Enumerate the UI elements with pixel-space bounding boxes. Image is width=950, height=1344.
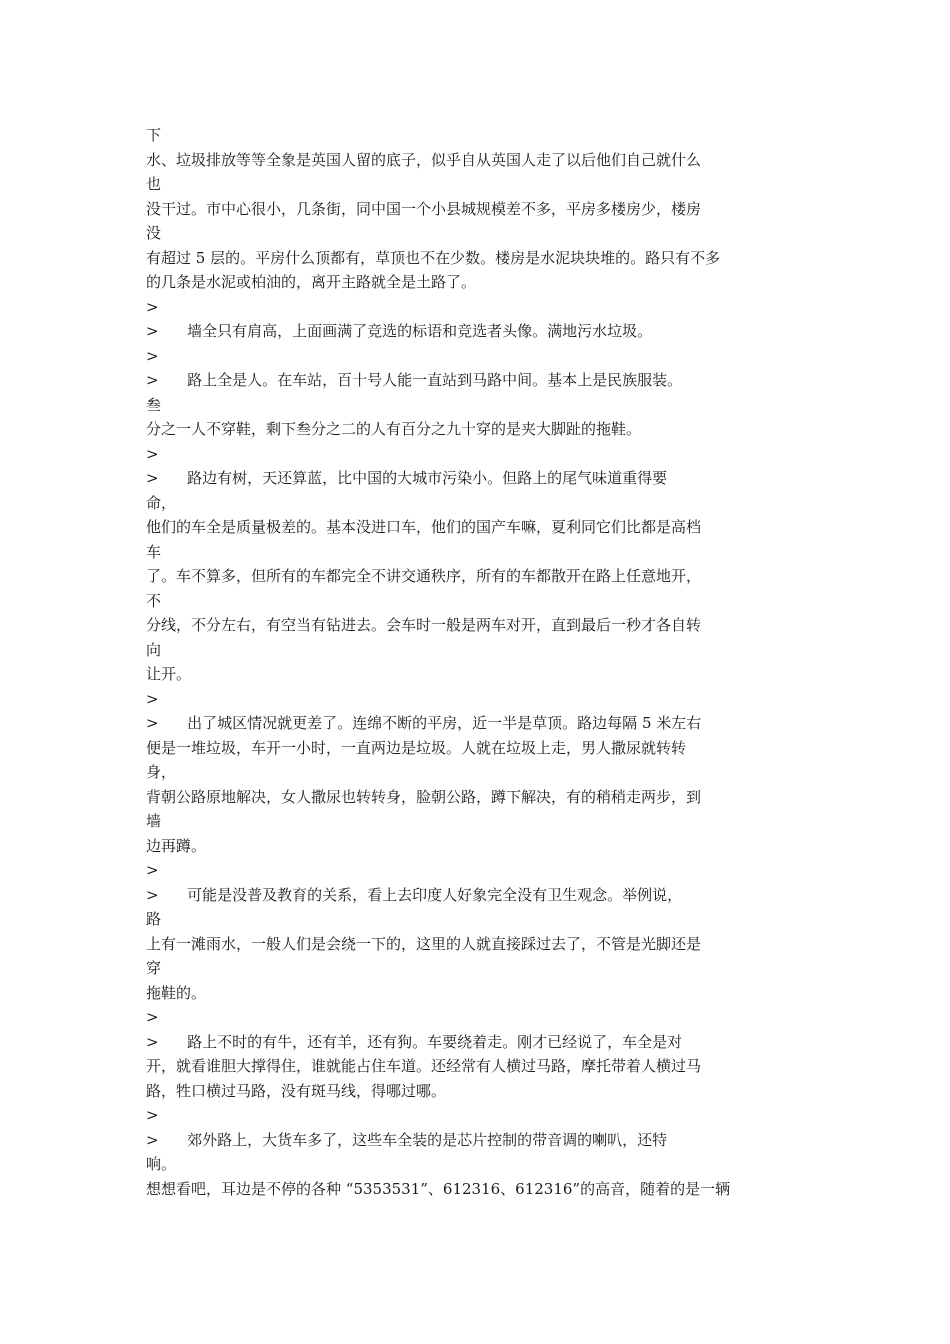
text-line: 命， xyxy=(146,493,177,512)
text-line: 身， xyxy=(146,763,177,781)
text-line: 没 xyxy=(146,224,162,242)
text-line: 分线，不分左右，有空当有钻进去。会车时一般是两车对开，直到最后一秒才各自转 xyxy=(146,616,702,634)
text-line: 背朝公路原地解决，女人撒尿也转转身，脸朝公路，蹲下解决，有的稍稍走两步，到 xyxy=(146,787,702,806)
text-line: > xyxy=(146,297,159,316)
text-line: > 墙全只有肩高，上面画满了竞选的标语和竞选者头像。满地污水垃圾。 xyxy=(146,322,653,340)
text-line: 上有一滩雨水，一般人们是会绕一下的，这里的人就直接踩过去了，不管是光脚还是 xyxy=(146,934,702,953)
text-line: 开，就看谁胆大撑得住，谁就能占住车道。还经常有人横过马路，摩托带着人横过马 xyxy=(146,1057,702,1075)
text-line: 分之一人不穿鞋，剩下叁分之二的人有百分之九十穿的是夹大脚趾的拖鞋。 xyxy=(146,420,642,438)
text-line: 让开。 xyxy=(146,665,192,683)
text-line: 也 xyxy=(146,175,162,193)
text-line: 想想看吧，耳边是不停的各种 “5353531”、612316、612316”的高音，随着的是一辆 xyxy=(146,1179,731,1198)
text-line: > 出了城区情况就更差了。连绵不断的平房，近一半是草顶。路边每隔 5 米左右 xyxy=(146,714,702,732)
text-line: 路 xyxy=(146,910,162,928)
text-line: 拖鞋的。 xyxy=(146,983,207,1002)
text-line: 有超过 5 层的。平房什么顶都有，草顶也不在少数。楼房是水泥块块堆的。路只有不多 xyxy=(146,248,721,267)
text-line: 穿 xyxy=(146,959,162,977)
text-line: 边再蹲。 xyxy=(146,836,207,855)
text-line: > xyxy=(146,1106,159,1124)
text-line: > 路边有树，天还算蓝，比中国的大城市污染小。但路上的尾气味道重得要 xyxy=(146,469,668,487)
text-line: > 路上不时的有牛，还有羊，还有狗。车要绕着走。刚才已经说了，车全是对 xyxy=(146,1032,683,1051)
text-line: 车 xyxy=(146,542,162,561)
text-line: > xyxy=(146,861,159,879)
text-line: 响。 xyxy=(146,1155,177,1173)
text-line: 路，牲口横过马路，没有斑马线，得哪过哪。 xyxy=(146,1081,447,1100)
text-line: > xyxy=(146,1008,159,1026)
text-line: > xyxy=(146,444,159,463)
text-line: 水、垃圾排放等等全象是英国人留的底子，似乎自从英国人走了以后他们自己就什么 xyxy=(146,150,702,169)
text-line: 的几条是水泥或柏油的，离开主路就全是土路了。 xyxy=(146,273,477,291)
text-line: 不 xyxy=(146,591,162,610)
text-line: 向 xyxy=(146,640,162,659)
document-body xyxy=(146,123,806,1201)
text-line: 没干过。市中心很小，几条街，同中国一个小县城规模差不多，平房多楼房少，楼房 xyxy=(146,199,702,218)
text-line: 他们的车全是质量极差的。基本没进口车，他们的国产车嘛，夏利同它们比都是高档 xyxy=(146,518,702,536)
text-line: > xyxy=(146,346,159,365)
text-line: > 郊外路上，大货车多了，这些车全装的是芯片控制的带音调的喇叭，还特 xyxy=(146,1130,668,1149)
text-line: 便是一堆垃圾，车开一小时，一直两边是垃圾。人就在垃圾上走，男人撒尿就转转 xyxy=(146,738,687,757)
text-line: 了。车不算多，但所有的车都完全不讲交通秩序，所有的车都散开在路上任意地开， xyxy=(146,567,702,585)
text-line: 下 xyxy=(146,126,162,144)
text-line: > 可能是没普及教育的关系，看上去印度人好象完全没有卫生观念。举例说， xyxy=(146,885,683,904)
text-line: > 路上全是人。在车站，百十号人能一直站到马路中间。基本上是民族服装。 xyxy=(146,371,683,389)
text-line: > xyxy=(146,689,159,708)
text-line: 墙 xyxy=(146,812,162,830)
text-line: 叁 xyxy=(146,395,162,414)
